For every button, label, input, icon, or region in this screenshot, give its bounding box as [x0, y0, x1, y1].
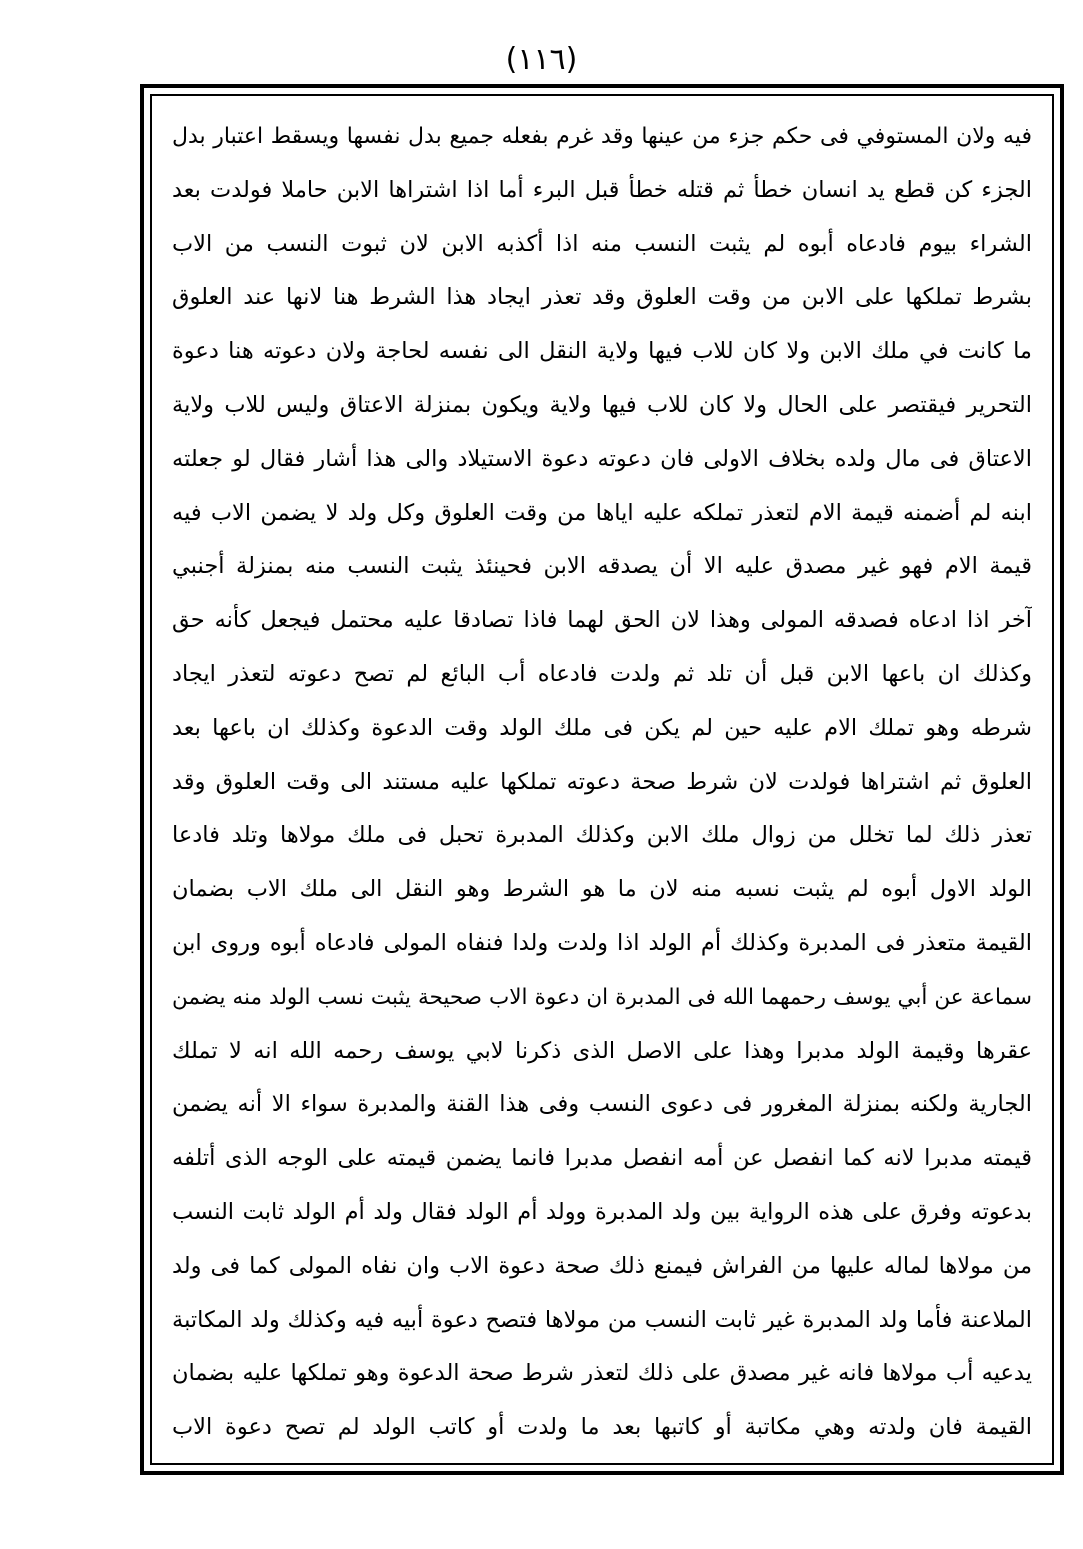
text-line: يدعيه أب مولاها فانه غير مصدق على ذلك لتعذر شرط صحة الدعوة وهو تملكها عليه بضمان [172, 1360, 1032, 1387]
text-line: عقرها وقيمة الولد مدبرا وهذا على الاصل الذى ذكرنا لابي يوسف رحمه الله انه لا تملك [172, 1037, 1032, 1064]
text-line: بشرط تملكها على الابن من وقت العلوق وقد تعذر ايجاد هذا الشرط هنا لانها عند العلوق [172, 284, 1032, 311]
page-number: (١١٦) [505, 42, 578, 77]
text-line: الاعتاق فى مال ولده بخلاف الاولى فان دعوته دعوة الاستيلاد والى هذا أشار فقال لو جعلته [172, 445, 1032, 472]
text-line: فيه ولان المستوفي فى حكم جزء من عينها وقد غرم بفعله جميع بدل نفسها ويسقط اعتبار بدل [172, 124, 1032, 149]
text-line: قيمته مدبرا لانه كما انفصل عن أمه انفصل مدبرا فانما يضمن قيمته على الوجه الذى أتلفه [172, 1145, 1032, 1172]
text-line: الملاعنة فأما ولد المدبرة غير ثابت النسب من مولاها فتصح دعوة أبيه فيه وكذلك ولد المكاتبة [172, 1306, 1032, 1333]
text-line: العلوق ثم اشتراها فولدت لان شرط صحة دعوته تملكها عليه مستند الى وقت العلوق وقد [172, 768, 1032, 795]
text-line: سماعة عن أبي يوسف رحمهما الله فى المدبرة ان دعوة الاب صحيحة يثبت نسب الولد منه يضمن [172, 984, 1032, 1010]
text-line: الجارية ولكنه بمنزلة المغرور فى دعوى النسب وفى هذا القنة والمدبرة سواء الا أنه يضمن [172, 1091, 1032, 1118]
text-line: من مولاها لماله عليها من الفراش فيمنع ذلك صحة دعوة الاب وان نفاه المولى كما فى ولد [172, 1252, 1032, 1279]
text-line: بدعوته وفرق على هذه الرواية بين ولد المدبرة وولد أم الولد فقال ولد أم الولد ثابت النسب [172, 1198, 1032, 1225]
text-line: شرطه وهو تملك الام عليه حين لم يكن فى ملك الولد وقت الدعوة وكذلك ان باعها بعد [172, 714, 1032, 741]
text-line: ما كانت في ملك الابن ولا كان للاب فيها ولاية النقل الى نفسه لحاجة ولان دعوته هنا دعوة [172, 338, 1032, 365]
text-line: التحرير فيقتصر على الحال ولا كان للاب فيها ولاية ويكون بمنزلة الاعتاق وليس للاب ولاية [172, 391, 1032, 418]
text-line: ابنه لم أضمنه قيمة الام لتعذر تملكه عليه اياها من وقت العلوق وكل ولد لا يضمن الاب فيه [172, 499, 1032, 526]
body-text [172, 110, 1032, 1455]
text-line: القيمة فان ولدته وهي مكاتبة أو كاتبها بعد ما ولدت أو كاتب الولد لم تصح دعوة الاب [172, 1414, 1032, 1441]
text-line: القيمة متعذر فى المدبرة وكذلك أم الولد اذا ولدت ولدا فنفاه المولى فادعاه أبوه وروى ابن [172, 929, 1032, 956]
text-line: الجزء كن قطع يد انسان خطأ ثم قتله خطأ قبل البرء أما اذا اشتراها الابن حاملا فولدت بعد [172, 176, 1032, 203]
text-line: تعذر ذلك لما تخلل من زوال ملك الابن وكذلك المدبرة تحبل فى ملك مولاها وتلد فادعا [172, 822, 1032, 849]
text-line: آخر اذا ادعاه فصدقه المولى وهذا لان الحق لهما فاذا تصادقا عليه محتمل فيجعل كأنه حق [172, 607, 1032, 634]
text-line: وكذلك ان باعها الابن قبل أن تلد ثم ولدت فادعاه أب البائع لم تصح دعوته لتعذر ايجاد [172, 660, 1032, 687]
text-line: الشراء بيوم فادعاه أبوه لم يثبت النسب منه اذا أكذبه الابن لان ثبوت النسب من الاب [172, 230, 1032, 257]
text-line: قيمة الام فهو غير مصدق عليه الا أن يصدقه الابن فحينئذ يثبت النسب منه بمنزلة أجنبي [172, 553, 1032, 580]
text-line: الولد الاول أبوه لم يثبت نسبه منه لان ما هو الشرط وهو النقل الى ملك الاب بضمان [172, 876, 1032, 903]
